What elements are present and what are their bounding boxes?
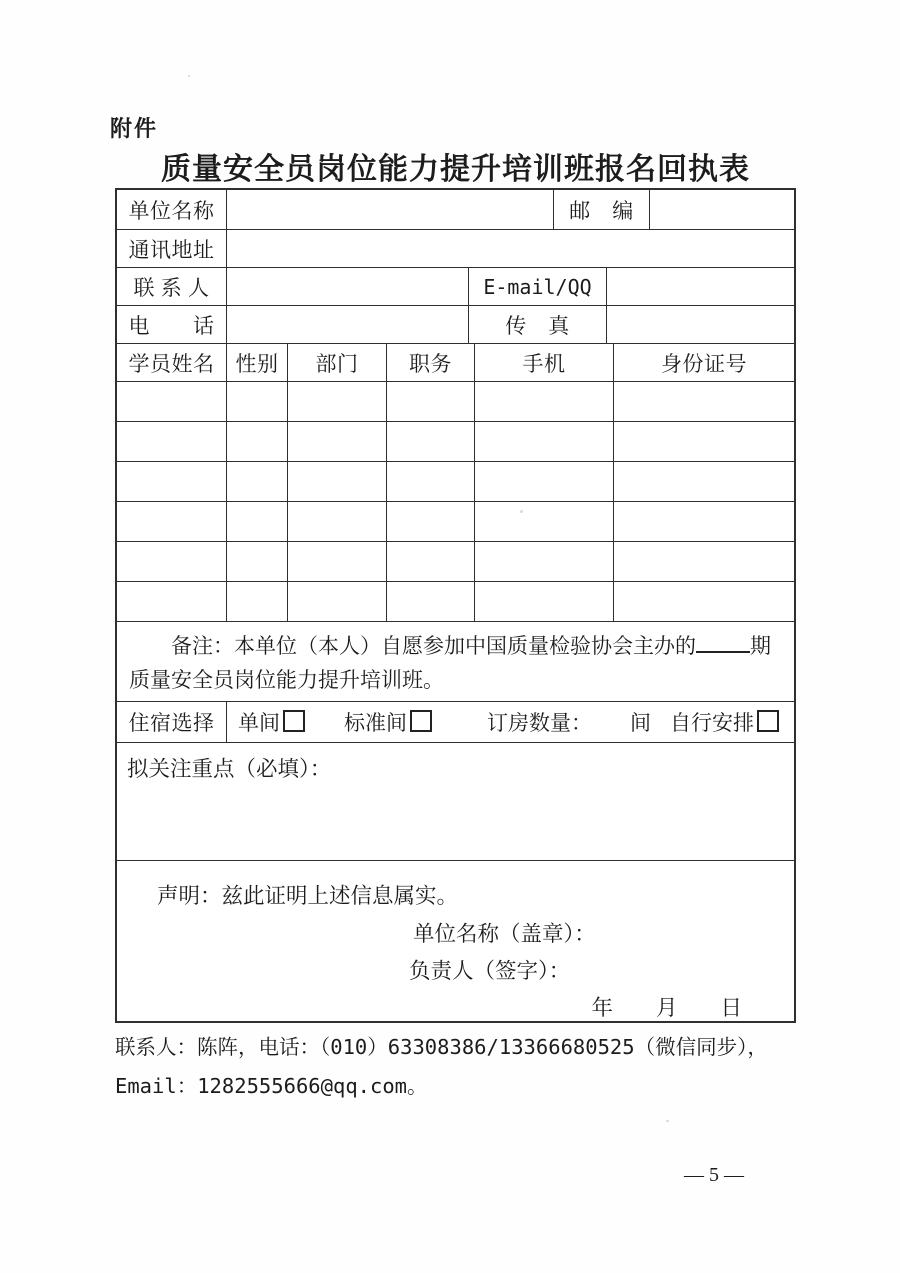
email-qq-label: E-mail/QQ — [469, 268, 607, 305]
student-empty-cell — [117, 462, 227, 501]
declaration-statement: 声明：兹此证明上述信息属实。 — [157, 884, 459, 908]
scan-speck — [666, 1120, 669, 1122]
student-empty-cell — [387, 542, 475, 581]
phone-field — [227, 306, 469, 343]
address-label: 通讯地址 — [117, 230, 227, 267]
footer-email-line: Email：1282555666@qq.com。 — [115, 1074, 428, 1098]
remark-prefix: 备注：本单位（本人）自愿参加中国质量检验协会主办的 — [171, 634, 696, 658]
footer-contact-info — [115, 1028, 787, 1106]
student-empty-row — [117, 382, 794, 422]
phone-label: 电 话 — [117, 306, 227, 343]
student-empty-cell — [475, 582, 614, 621]
unit-name-row — [117, 190, 794, 230]
student-header-row — [117, 344, 794, 382]
student-empty-cell — [288, 542, 387, 581]
accommodation-row — [117, 702, 794, 743]
student-empty-cell — [614, 542, 794, 581]
student-empty-cell — [117, 422, 227, 461]
self-arranged-label: 自行安排 — [670, 711, 754, 735]
responsible-sign-label: 负责人（签字）： — [409, 959, 571, 983]
student-empty-cell — [387, 462, 475, 501]
student-empty-cell — [475, 502, 614, 541]
focus-label: 拟关注重点（必填）： — [127, 757, 332, 781]
fax-label: 传 真 — [469, 306, 607, 343]
student-empty-cell — [475, 542, 614, 581]
student-name-header: 学员姓名 — [117, 344, 227, 381]
student-empty-cell — [227, 502, 288, 541]
declaration-cell — [117, 861, 794, 1021]
accommodation-label: 住宿选择 — [117, 702, 227, 742]
student-empty-cell — [387, 382, 475, 421]
remark-suffix: 期质量安全员岗位能力提升培训班。 — [129, 634, 771, 692]
mobile-header: 手机 — [475, 344, 614, 381]
student-empty-cell — [288, 462, 387, 501]
focus-cell — [117, 743, 794, 860]
student-empty-cell — [227, 462, 288, 501]
focus-row — [117, 743, 794, 861]
email-qq-field — [607, 268, 794, 305]
student-empty-cell — [614, 582, 794, 621]
student-empty-row — [117, 422, 794, 462]
student-empty-cell — [614, 422, 794, 461]
student-empty-cell — [614, 502, 794, 541]
student-empty-cell — [288, 422, 387, 461]
form-title: 质量安全员岗位能力提升培训班报名回执表 — [161, 153, 750, 186]
quantity-unit-label: 间 — [630, 711, 651, 735]
scan-speck — [520, 510, 523, 513]
remark-text — [129, 629, 782, 697]
position-header: 职务 — [387, 344, 475, 381]
remark-row — [117, 622, 794, 702]
page-number: — 5 — — [684, 1164, 744, 1186]
fax-field — [607, 306, 794, 343]
postal-code-label: 邮 编 — [554, 190, 650, 229]
scan-speck — [188, 75, 190, 77]
single-room-option — [238, 707, 305, 737]
standard-room-checkbox — [410, 710, 432, 732]
standard-room-label: 标准间 — [344, 711, 407, 735]
attachment-label: 附件 — [110, 116, 159, 141]
contact-label: 联 系 人 — [117, 268, 227, 305]
student-empty-cell — [475, 422, 614, 461]
self-arranged-option — [670, 707, 779, 737]
student-empty-cell — [227, 582, 288, 621]
phone-row — [117, 306, 794, 344]
booking-quantity-label: 订房数量： — [487, 711, 592, 735]
unit-name-field — [227, 190, 554, 229]
student-empty-cell — [117, 542, 227, 581]
postal-code-field — [650, 190, 794, 229]
single-room-label: 单间 — [238, 711, 280, 735]
student-empty-cell — [387, 582, 475, 621]
remark-cell — [117, 622, 794, 701]
student-empty-row — [117, 542, 794, 582]
student-empty-row — [117, 582, 794, 622]
accommodation-options — [227, 702, 794, 742]
contact-row — [117, 268, 794, 306]
gender-header: 性别 — [227, 344, 288, 381]
id-number-header: 身份证号 — [661, 351, 747, 376]
student-empty-row — [117, 462, 794, 502]
student-empty-cell — [475, 462, 614, 501]
remark-blank-line — [696, 633, 750, 653]
student-empty-cell — [227, 542, 288, 581]
unit-seal-label: 单位名称（盖章）： — [413, 922, 596, 946]
student-empty-cell — [288, 582, 387, 621]
unit-name-label: 单位名称 — [117, 190, 227, 229]
address-field — [227, 230, 794, 267]
student-empty-cell — [117, 582, 227, 621]
declaration-row — [117, 861, 794, 1021]
student-empty-cell — [227, 382, 288, 421]
student-empty-cell — [475, 382, 614, 421]
standard-room-option — [344, 707, 432, 737]
footer-contact-line: 联系人：陈阵，电话：（010）63308386/13366680525（微信同步）， — [115, 1035, 768, 1059]
address-row — [117, 230, 794, 268]
student-empty-cell — [387, 422, 475, 461]
student-empty-cell — [288, 502, 387, 541]
student-empty-cell — [387, 502, 475, 541]
registration-form-table — [115, 188, 796, 1023]
student-empty-cell — [288, 382, 387, 421]
student-empty-cell — [614, 382, 794, 421]
student-empty-cell — [227, 422, 288, 461]
contact-field — [227, 268, 469, 305]
student-empty-cell — [117, 502, 227, 541]
self-arranged-checkbox — [757, 710, 779, 732]
student-empty-row — [117, 502, 794, 542]
student-empty-cell — [614, 462, 794, 501]
department-header: 部门 — [288, 344, 387, 381]
student-empty-cell — [117, 382, 227, 421]
single-room-checkbox — [283, 710, 305, 732]
date-line: 年 月 日 — [591, 996, 742, 1020]
